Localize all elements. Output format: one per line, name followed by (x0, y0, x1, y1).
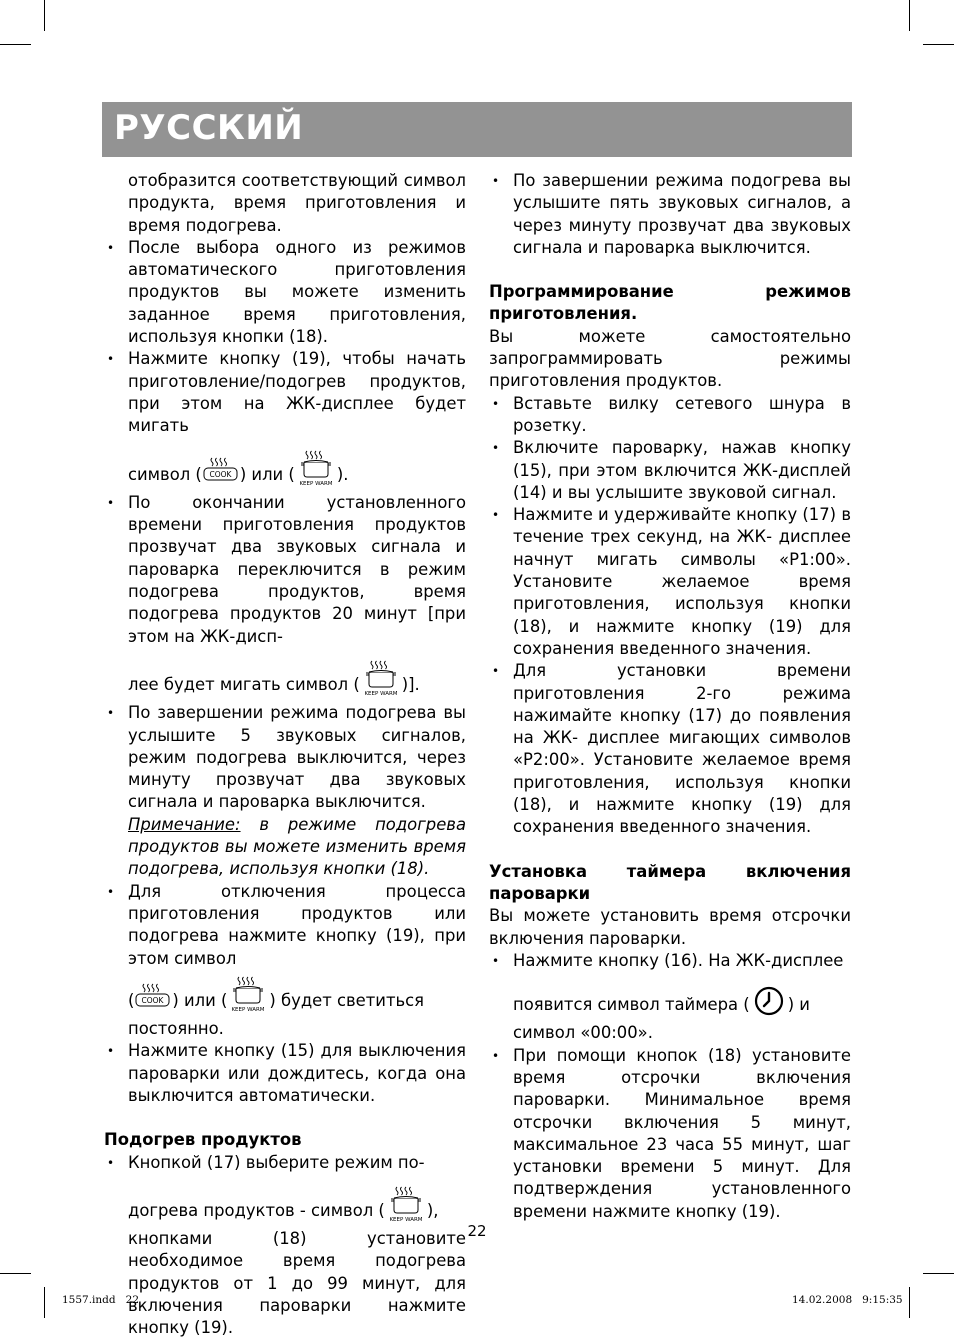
list-item-text: ). (336, 464, 349, 484)
list-item: • Для установки времени приготовления 2-го режима нажимайте кнопку (17) до появления на ЖК- дисплее мигающих символов «P2:00». Установите желаемое время приготовления, используя кнопки (18), и нажмите кнопку (19) для сохранения введенного значения. (489, 660, 851, 838)
list-item-text: ) будет светиться (269, 990, 425, 1010)
note (104, 814, 466, 881)
left-column (104, 170, 466, 1340)
section-title: РУССКИЙ (114, 108, 304, 148)
list-item-text: появится символ таймера ( (513, 995, 750, 1015)
section-heading: Подогрев продуктов (104, 1130, 302, 1150)
section-heading: Программирование режимов приготовления. (489, 282, 851, 324)
crop-mark (909, 0, 910, 31)
right-column (489, 170, 851, 1223)
list-item-text: постоянно. (128, 1019, 224, 1039)
list-item-text: лее будет мигать символ ( (128, 674, 360, 694)
keep-warm-icon-label: KEEP WARM (389, 1216, 423, 1222)
cook-icon (203, 457, 239, 489)
list-item-text: Нажмите кнопку (19), чтобы начать приготовление/подогрев продуктов, при этом на ЖК-дисплее будет мигать (128, 349, 466, 436)
list-item-text: кнопками (18) установите необходимое время подогрева продуктов от 1 до 99 минут, для включения пароварки нажмите кнопку (19). (128, 1229, 466, 1338)
list-item-text: ), (426, 1200, 439, 1220)
list-item-text: догрева продуктов - символ ( (128, 1200, 385, 1220)
list-item-text: ) и (787, 995, 810, 1015)
crop-mark (44, 1287, 45, 1318)
crop-mark (0, 44, 31, 45)
list-item-text: Для отключения процесса приготовления продуктов или подогрева нажмите кнопку (19), при этом символ (128, 881, 466, 968)
list-item-text: По окончании установленного времени приготовления продуктов прозвучат два звуковых сигнала и пароварка переключится в режим подогрева продуктов, время подогрева продуктов 20 минут [при этом на ЖК-дисп- (128, 492, 466, 646)
cook-icon (135, 983, 171, 1015)
list-item: • Включите пароварку, нажав кнопку (15), при этом включится ЖК-дисплей (14) и вы услышите звуковой сигнал. (489, 437, 851, 504)
list-item (104, 1152, 466, 1340)
list-item (104, 881, 466, 1041)
page-number: 22 (467, 1222, 487, 1240)
footer-file: 1557.indd 22 (62, 1294, 139, 1306)
section-heading: Установка таймера включения пароварки (489, 861, 851, 903)
list-item: • Вставьте вилку сетевого шнура в розетку. (489, 393, 851, 438)
list-item-text: ( (128, 990, 135, 1010)
keep-warm-icon-label: KEEP WARM (231, 1006, 265, 1012)
list-item-text: символ ( (128, 464, 202, 484)
list-item: • При помощи кнопок (18) установите время отсрочки включения пароварки. Минимальное время отсрочки включения 5 минут, максимальное 23 часа 55 минут, шаг установки времени 5 минут. Для подтверждения установленного времени нажмите кнопку (19). (489, 1045, 851, 1223)
note-text: в режиме подогрева продуктов вы можете изменить время подогрева, используя кнопки (18). (128, 814, 466, 879)
list-item-text: Нажмите кнопку (16). На ЖК-дисплее (513, 950, 844, 970)
list-item-text: Кнопкой (17) выберите режим по- (128, 1152, 425, 1172)
paragraph: Вы можете самостоятельно запрограммировать режимы приготовления продуктов. (489, 326, 851, 391)
cook-icon-label: COOK (141, 995, 164, 1005)
keep-warm-icon-label: KEEP WARM (364, 690, 398, 696)
list-item: • Нажмите и удерживайте кнопку (17) в течение трех секунд, на ЖК- дисплее начнут мигать символы «P1:00». Установите желаемое время приготовления, используя кнопки (18), и нажмите кнопку (19) для сохранения введенного значения. (489, 504, 851, 660)
crop-mark (923, 44, 954, 45)
list-item-text: ) или ( (172, 990, 228, 1010)
paragraph: отобразится соответствующий символ продукта, время приготовления и время подогрева. (128, 171, 466, 235)
crop-mark (923, 1273, 954, 1274)
list-item-text: )]. (401, 674, 420, 694)
paragraph: Вы можете установить время отсрочки включения пароварки. (489, 906, 851, 948)
list-item-text: символ «00:00». (513, 1023, 653, 1043)
list-item (104, 492, 466, 702)
keep-warm-icon (296, 450, 336, 492)
crop-mark (909, 1287, 910, 1318)
keep-warm-icon (361, 660, 401, 702)
timer-icon (754, 986, 784, 1022)
keep-warm-icon (228, 976, 268, 1018)
footer-date: 14.02.2008 9:15:35 (792, 1294, 903, 1306)
list-item: • По завершении режима подогрева вы услышите пять звуковых сигналов, а через минуту прозвучат два звуковых сигнала и пароварка выключится. (489, 170, 851, 259)
list-item: • После выбора одного из режимов автоматического приготовления продуктов вы можете изменить заданное время приготовления, используя кнопки (18). (104, 237, 466, 348)
list-item: • По завершении режима подогрева вы услышите 5 звуковых сигналов, режим подогрева выключится, через минуту прозвучат два звуковых сигнала и пароварка выключится. (104, 702, 466, 813)
crop-mark (44, 0, 45, 31)
list-item-text: ) или ( (239, 464, 295, 484)
crop-mark (0, 1273, 31, 1274)
list-item (104, 348, 466, 491)
list-item (489, 950, 851, 1045)
cook-icon-label: COOK (209, 469, 232, 479)
section-header (102, 102, 852, 157)
keep-warm-icon-label: KEEP WARM (299, 480, 333, 486)
note-label: Примечание: (128, 814, 241, 834)
list-item: • Нажмите кнопку (15) для выключения пароварки или дождитесь, когда она выключится автоматически. (104, 1040, 466, 1107)
